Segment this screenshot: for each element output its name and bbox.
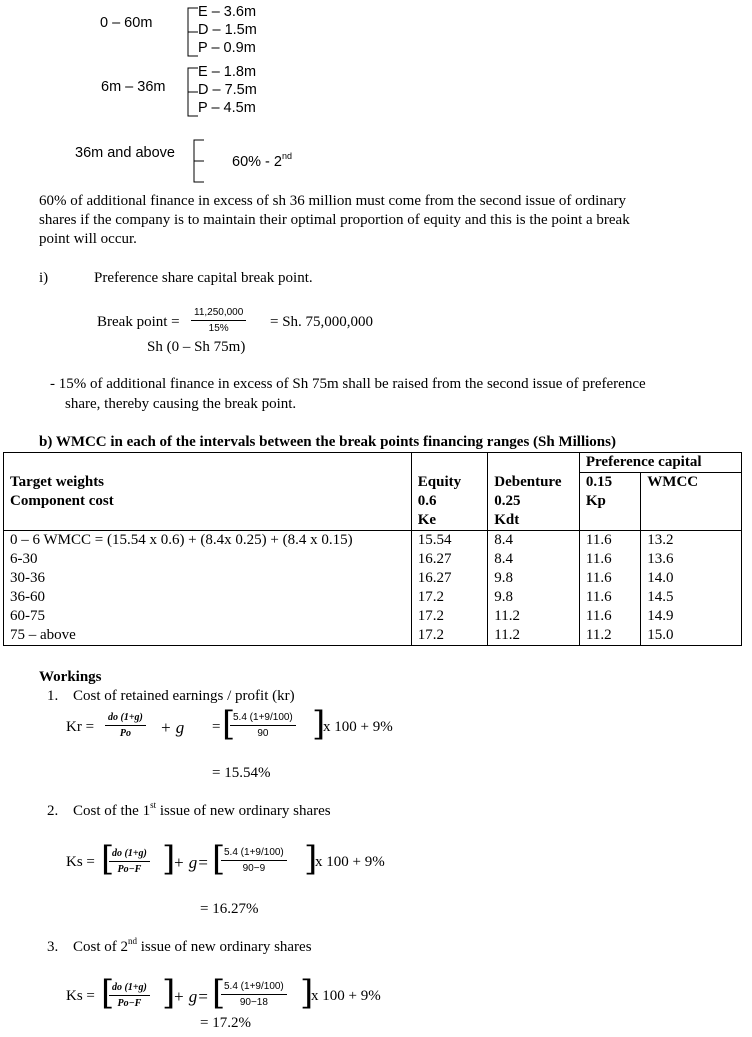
range-label: 0 – 60m [100,15,153,31]
range-item: E – 1.8m [198,64,257,80]
table-header: Target weights Component cost Equity 0.6 Ke Debenture 0.25 Kdt 0.15 Kp WMCC [4,473,742,531]
bracket-icon: [ [222,704,236,744]
range-item: 60% - 2nd [232,151,292,170]
range-item: P – 4.5m [198,100,256,116]
bracket-icon: ] [162,839,176,879]
fraction: $\frac{11,250,000}{15\%}$ [191,306,246,335]
table-row: 0 – 6 WMCC = (15.54 x 0.6) + (8.4x 0.25) + (8.4 x 0.15) 15.54 8.4 11.6 13.2 [4,530,742,550]
table-row: 6-30 16.27 8.4 11.6 13.6 [4,550,742,569]
bracket-icon: [ [101,839,115,879]
bracket-icon [192,138,206,184]
section-heading: Preference share capital break point. [94,270,313,286]
table-row: 36-60 17.2 9.8 11.6 14.5 [4,588,742,607]
range-item: E – 3.6m [198,4,257,20]
bracket-icon: ] [312,704,326,744]
bracket-icon: [ [212,839,226,879]
list-marker: i) [39,270,49,286]
bracket-icon: ] [300,973,314,1013]
wmcc-table [3,452,742,646]
bracket-icon: [ [101,973,115,1013]
table-row: 75 – above 17.2 11.2 11.2 15.0 [4,626,742,646]
range-label: 6m – 36m [101,79,166,95]
range-label: 36m and above [75,145,175,161]
table-title: b) WMCC in each of the intervals between the break points financing ranges (Sh Millions) [39,434,616,450]
table-header-top [4,453,742,473]
workings-title: Workings [39,669,102,685]
pref-capital-header: Preference capital [579,453,741,473]
range-item: P – 0.9m [198,40,256,56]
table-row: 60-75 17.2 11.2 11.6 14.9 [4,607,742,626]
table-row: 30-36 16.27 9.8 11.6 14.0 [4,569,742,588]
bracket-icon: [ [212,973,226,1013]
bracket-icon: ] [304,839,318,879]
range-item: D – 1.5m [198,22,257,38]
range-item: D – 7.5m [198,82,257,98]
bracket-icon: ] [162,973,176,1013]
